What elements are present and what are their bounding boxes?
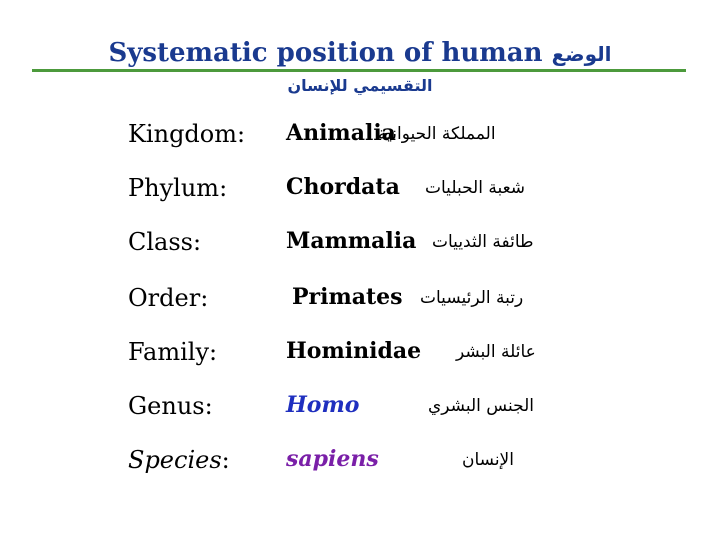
rank-label: Order: bbox=[128, 284, 209, 312]
rank-label: Family: bbox=[128, 338, 218, 366]
taxon-arabic: طائفة الثدييات bbox=[432, 232, 534, 252]
rank-label: Genus: bbox=[128, 392, 213, 420]
taxon-value: Primates bbox=[292, 284, 403, 310]
row-kingdom bbox=[0, 120, 720, 160]
taxon-value: sapiens bbox=[286, 446, 379, 472]
taxon-arabic: الإنسان bbox=[462, 450, 514, 470]
rank-label: Phylum: bbox=[128, 174, 228, 202]
taxon-value: Mammalia bbox=[286, 228, 417, 254]
rank-label: Class: bbox=[128, 228, 202, 256]
taxon-arabic: المملكة الحيوانية bbox=[378, 124, 496, 144]
taxon-value: Animalia bbox=[286, 120, 396, 146]
title-divider bbox=[32, 69, 686, 72]
rank-label: Species: bbox=[128, 446, 230, 474]
taxon-arabic: رتبة الرئيسيات bbox=[420, 288, 524, 308]
taxon-arabic: شعبة الحبليات bbox=[425, 178, 526, 198]
title-arabic: الوضع bbox=[551, 42, 612, 66]
row-species bbox=[0, 446, 720, 486]
row-genus bbox=[0, 392, 720, 432]
row-family bbox=[0, 338, 720, 378]
title-english: Systematic position of human bbox=[108, 38, 543, 68]
row-class bbox=[0, 228, 720, 268]
row-order bbox=[0, 284, 720, 324]
rank-label: Kingdom: bbox=[128, 120, 246, 148]
taxon-value: Homo bbox=[286, 392, 360, 418]
page-title bbox=[0, 38, 720, 68]
taxon-value: Chordata bbox=[286, 174, 400, 200]
taxon-arabic: الجنس البشري bbox=[428, 396, 534, 416]
row-phylum bbox=[0, 174, 720, 214]
taxon-value: Hominidae bbox=[286, 338, 422, 364]
page-subtitle: التقسيمي للإنسان bbox=[287, 76, 433, 95]
taxon-arabic: عائلة البشر bbox=[456, 342, 536, 362]
